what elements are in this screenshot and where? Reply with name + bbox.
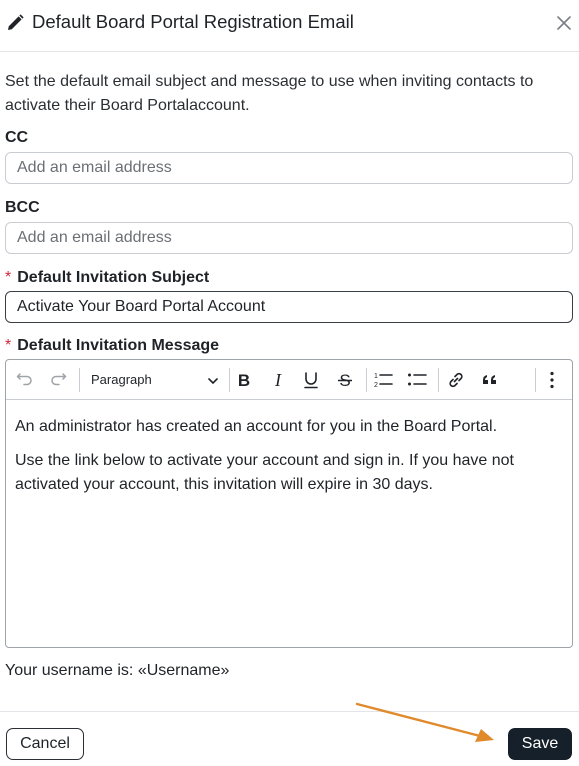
message-label — [5, 337, 219, 355]
subject-label — [5, 269, 209, 287]
annotation-arrow — [350, 698, 500, 746]
save-button[interactable]: Save — [508, 728, 572, 760]
bcc-label: BCC — [5, 199, 40, 216]
italic-icon[interactable] — [267, 369, 289, 391]
cc-label: CC — [5, 129, 29, 146]
bulleted-list-icon[interactable] — [406, 369, 428, 391]
dialog-header — [0, 0, 579, 52]
blockquote-icon[interactable] — [479, 369, 501, 391]
svg-text:B: B — [237, 371, 251, 390]
strikethrough-icon[interactable] — [334, 369, 356, 391]
bcc-input[interactable] — [5, 222, 573, 254]
message-paragraph: Use the link below to activate your account and sign in. If you have not activated your account, this invitation will expire in 30 days. — [15, 452, 514, 493]
message-paragraph: An administrator has created an account for you in the Board Portal. — [15, 418, 498, 435]
cancel-button[interactable]: Cancel — [6, 728, 84, 760]
close-icon[interactable] — [555, 14, 573, 32]
bold-icon[interactable] — [233, 369, 255, 391]
block-format-label: Paragraph — [91, 372, 152, 387]
editor-content[interactable] — [6, 401, 572, 521]
toolbar-divider — [366, 368, 367, 392]
editor-toolbar — [6, 360, 572, 400]
undo-icon[interactable] — [14, 369, 36, 391]
required-marker: * — [5, 269, 12, 286]
message-label-text: Default Invitation Message — [17, 337, 220, 354]
toolbar-divider — [79, 368, 80, 392]
required-marker: * — [5, 337, 12, 354]
cc-input[interactable] — [5, 152, 573, 184]
svg-text:I: I — [275, 370, 281, 390]
subject-input[interactable] — [5, 291, 573, 323]
chevron-down-icon — [206, 374, 220, 388]
dialog-title: Default Board Portal Registration Email — [32, 11, 354, 32]
svg-text:1: 1 — [374, 373, 378, 380]
pencil-icon — [5, 13, 25, 33]
toolbar-divider — [438, 368, 439, 392]
svg-text:2: 2 — [374, 382, 378, 389]
dialog-description: Set the default email subject and message to use when inviting contacts to activate their Board Portalaccount. — [5, 73, 534, 114]
block-format-dropdown[interactable] — [86, 368, 222, 392]
toolbar-divider — [535, 368, 536, 392]
message-editor — [5, 359, 573, 648]
subject-label-text: Default Invitation Subject — [17, 269, 210, 286]
link-icon[interactable] — [445, 369, 467, 391]
svg-text:S: S — [339, 371, 351, 390]
redo-icon[interactable] — [47, 369, 69, 391]
more-options-icon[interactable] — [541, 369, 563, 391]
username-line: Your username is: «Username» — [5, 662, 230, 679]
toolbar-divider — [229, 368, 230, 392]
underline-icon[interactable] — [300, 369, 322, 391]
numbered-list-icon[interactable] — [372, 369, 394, 391]
